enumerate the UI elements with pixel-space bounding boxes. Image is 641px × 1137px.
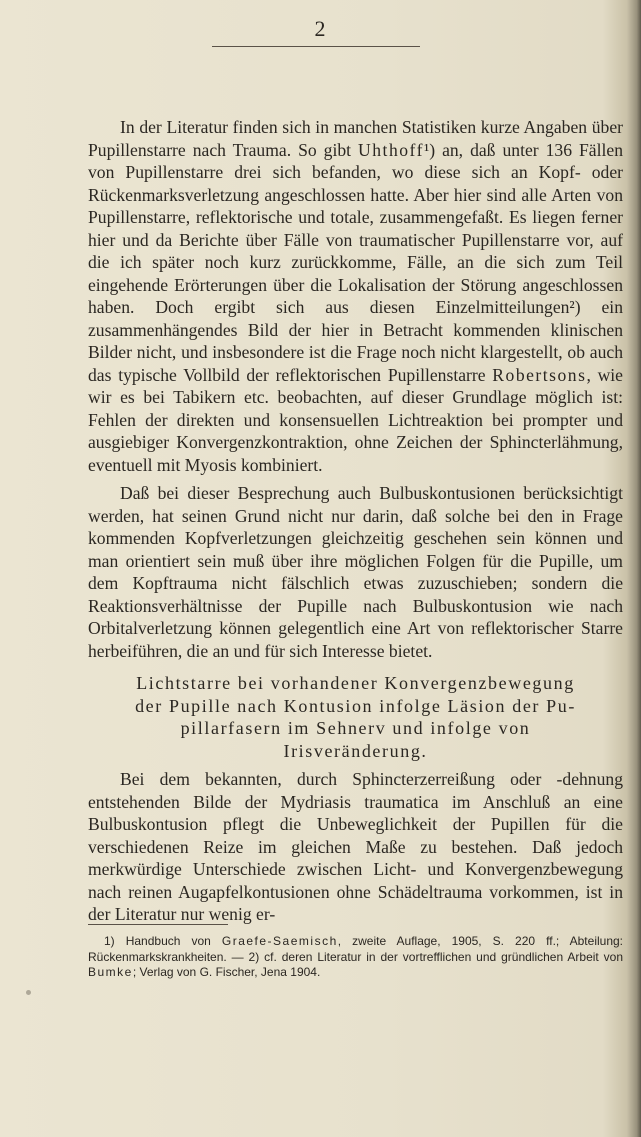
paragraph-1-text-b: ¹) an, daß unter 136 Fällen von Pupillenstarre drei sich befanden, wo diese sich an Kopf- oder Rückenmarksverletzung angeschlossen hatte. Aber hier sind alle Arten von Pupillenstarre, reflektorische und totale, zusammengefaßt. Es liegen ferner hier und da Berichte über Fälle von traumatischer Pupillenstarre vor, auf die ich später noch kurz zurückkomme, Fälle, an die sich zum Teil eingehende Erörterungen über die Lokalisation der Störung angeschlossen haben. Doch ergibt sich aus diesen Einzelmitteilungen²) ein zusammenhängendes Bild der hier in Betracht kommenden klinischen Bilder nicht, und insbesondere ist die Frage noch nicht klargestellt, ob auch das typische Vollbild der reflektorischen Pupillenstarre bbox=[88, 139, 623, 385]
section-heading-line-1: Lichtstarre bei vorhandener Konvergenzbewegung bbox=[136, 673, 575, 693]
paragraph-1-text-c: , wie wir es bei Tabikern etc. beobachten, auf dieser Grundlage möglich ist: Fehlen der direkten und konsensuellen Lichtreaktion bei prompter und ausgiebiger Konvergenzkontraktion, ohne Zeichen der Sphincterlähmung, eventuell mit Myosis kombiniert. bbox=[88, 364, 623, 475]
section-heading-line-2: der Pupille nach Kontusion infolge Läsion der Pu- bbox=[135, 695, 576, 716]
paragraph-1 bbox=[88, 116, 623, 476]
footnotes bbox=[88, 934, 623, 981]
paragraph-2: Daß bei dieser Besprechung auch Bulbuskontusionen berücksichtigt werden, hat seinen Grund nicht nur darin, daß solche bei den in Frage kommenden Kopfverletzungen gleichzeitig geschehen sein können und man orientiert sein muß über ihre möglichen Folgen für die Pupille, um dem Kopftrauma nicht fälschlich etwas zuzuschieben; sondern die Reaktionsverhältnisse der Pupille nach Bulbuskontusion wie nach Orbitalverletzung können gelegentlich eine Art von reflektorischer Starre herbeiführen, die an und für sich Interesse bietet. bbox=[88, 483, 623, 661]
lower-body-text bbox=[88, 768, 623, 926]
footnote-text-a: 1) Handbuch von bbox=[104, 934, 222, 948]
section-heading-line-3: pillarfasern im Sehnerv und infolge von bbox=[180, 718, 531, 738]
footnote-text-b: , zweite Auflage, 1905, S. 220 ff.; Abteilung: Rückenmarkskrankheiten. — 2) cf. deren Literatur in der vortrefflichen und gründlichen Arbeit von bbox=[88, 934, 624, 964]
page-edge-shadow bbox=[627, 0, 641, 1137]
paragraph-3: Bei dem bekannten, durch Sphincterzerreißung oder -dehnung entstehenden Bilde der Mydriasis traumatica im Anschluß an eine Bulbuskontusion pflegt die Unbeweglichkeit der Pupillen für die verschiedenen Reize im gleichen Maße zu bestehen. Daß jedoch merkwürdige Unterschiede zwischen Licht- und Konvergenzbewegung nach reinen Augapfelkontusionen ohne Schädeltrauma vorkommen, ist in der Literatur nur wenig er- bbox=[88, 769, 623, 924]
paragraph-1-text-a: In der Literatur finden sich in manchen Statistiken kurze Angaben über Pupillenstarre nach Trauma. So gibt bbox=[88, 117, 623, 160]
header-rule bbox=[212, 46, 420, 47]
section-heading bbox=[88, 672, 623, 762]
author-uhthoff: Uhthoff bbox=[358, 139, 424, 160]
upper-body-text bbox=[88, 116, 623, 662]
author-robertson: Robertsons bbox=[492, 364, 587, 385]
author-bumke: Bumke bbox=[88, 965, 133, 979]
page-number: 2 bbox=[314, 16, 327, 41]
footnote-rule bbox=[88, 924, 228, 925]
author-graefe-saemisch: Graefe-Saemisch bbox=[221, 934, 338, 948]
section-heading-line-4: Irisveränderung. bbox=[283, 740, 428, 761]
footnote-text-c: ; Verlag von G. Fischer, Jena 1904. bbox=[132, 965, 321, 979]
ink-smudge bbox=[26, 990, 31, 995]
